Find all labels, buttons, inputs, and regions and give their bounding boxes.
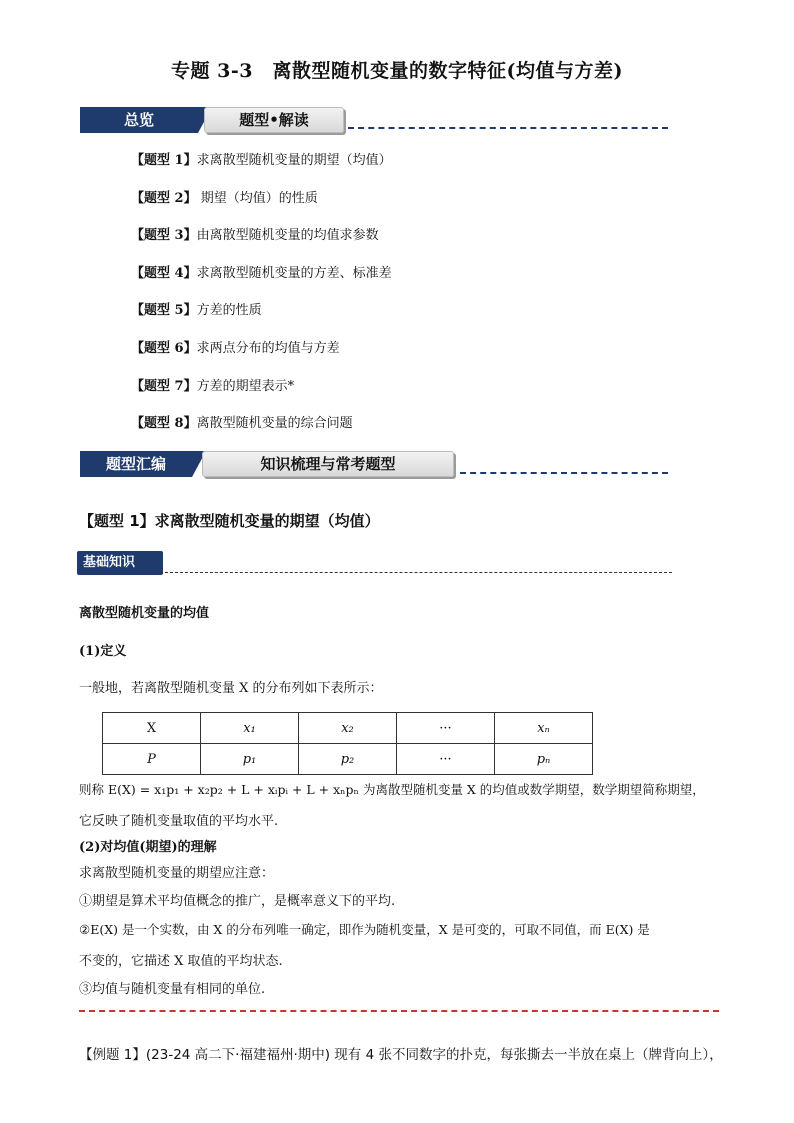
toc-key: 【题型 7】 <box>131 379 197 394</box>
understanding-label: (2)对均值(期望)的理解 <box>79 840 217 855</box>
table-cell: p₂ <box>299 744 397 775</box>
toc-text: 由离散型随机变量的均值求参数 <box>196 228 379 243</box>
distribution-table <box>102 712 593 775</box>
basic-knowledge-tag: 基础知识 <box>77 551 163 575</box>
toc-item-6 <box>131 337 340 356</box>
point-1: ①期望是算术平均值概念的推广，是概率意义下的平均. <box>79 894 396 909</box>
table-cell: p₁ <box>201 744 299 775</box>
overview-banner-light: 题型•解读 <box>204 107 344 133</box>
tag-divider <box>160 572 672 573</box>
table-cell: P <box>103 744 201 775</box>
toc-key: 【题型 2】 <box>131 191 197 206</box>
table-cell: x₂ <box>299 713 397 744</box>
toc-key: 【题型 1】 <box>131 153 197 168</box>
example-divider <box>79 1010 719 1012</box>
understanding-intro: 求离散型随机变量的期望应注意： <box>79 866 275 881</box>
definition-label: (1)定义 <box>79 644 127 659</box>
example-1-text: 【例题 1】(23-24 高二下·福建福州·期中) 现有 4 张不同数字的扑克，每张撕去一半放在桌上（牌背向上）， <box>79 1047 723 1063</box>
formula-line-1: 则称 E(X) = x₁p₁ + x₂p₂ + L + xᵢpᵢ + L + xₙpₙ 为离散型随机变量 X 的均值或数学期望，数学期望简称期望， <box>79 782 705 797</box>
overview-banner-dark: 总览 <box>80 107 198 133</box>
toc-item-7 <box>131 375 294 394</box>
toc-item-5 <box>131 299 262 318</box>
content-heading: 离散型随机变量的均值 <box>79 606 210 621</box>
toc-text: 离散型随机变量的综合问题 <box>196 416 353 431</box>
toc-text: 方差的性质 <box>196 303 262 318</box>
toc-text: 期望（均值）的性质 <box>196 191 318 206</box>
definition-text: 一般地，若离散型随机变量 X 的分布列如下表所示： <box>79 681 383 696</box>
table-cell: X <box>103 713 201 744</box>
toc-item-1 <box>131 149 392 168</box>
section-title: 【题型 1】求离散型随机变量的期望（均值） <box>79 512 380 530</box>
formula-line-2: 它反映了随机变量取值的平均水平. <box>79 814 279 829</box>
table-cell: ··· <box>397 744 495 775</box>
point-2-line-2: 不变的，它描述 X 取值的平均状态. <box>79 954 283 969</box>
toc-text: 求两点分布的均值与方差 <box>196 341 340 356</box>
overview-divider <box>348 127 668 129</box>
toc-key: 【题型 4】 <box>131 266 197 281</box>
point-3: ③均值与随机变量有相同的单位. <box>79 982 266 997</box>
toc-text: 求离散型随机变量的期望（均值） <box>196 153 392 168</box>
compilation-banner <box>80 451 458 477</box>
toc-text: 求离散型随机变量的方差、标准差 <box>196 266 392 281</box>
table-cell: x₁ <box>201 713 299 744</box>
table-cell: pₙ <box>495 744 593 775</box>
page-title: 专题 3-3 离散型随机变量的数字特征(均值与方差) <box>171 60 623 82</box>
table-cell: ··· <box>397 713 495 744</box>
toc-item-8 <box>131 412 353 431</box>
toc-key: 【题型 3】 <box>131 228 197 243</box>
toc-text: 方差的期望表示* <box>196 379 295 394</box>
table-row <box>103 744 593 775</box>
compilation-banner-dark: 题型汇编 <box>80 451 192 477</box>
compilation-banner-light: 知识梳理与常考题型 <box>202 451 454 477</box>
toc-key: 【题型 5】 <box>131 303 197 318</box>
toc-item-3 <box>131 224 379 243</box>
table-row <box>103 713 593 744</box>
point-2-line-1: ②E(X) 是一个实数，由 X 的分布列唯一确定，即作为随机变量，X 是可变的，可取不同值，而 E(X) 是 <box>79 922 650 937</box>
toc-key: 【题型 6】 <box>131 341 197 356</box>
toc-item-2 <box>131 187 318 206</box>
toc-item-4 <box>131 262 392 281</box>
toc-key: 【题型 8】 <box>131 416 197 431</box>
compilation-divider <box>460 472 668 474</box>
overview-banner <box>80 107 345 133</box>
table-cell: xₙ <box>495 713 593 744</box>
